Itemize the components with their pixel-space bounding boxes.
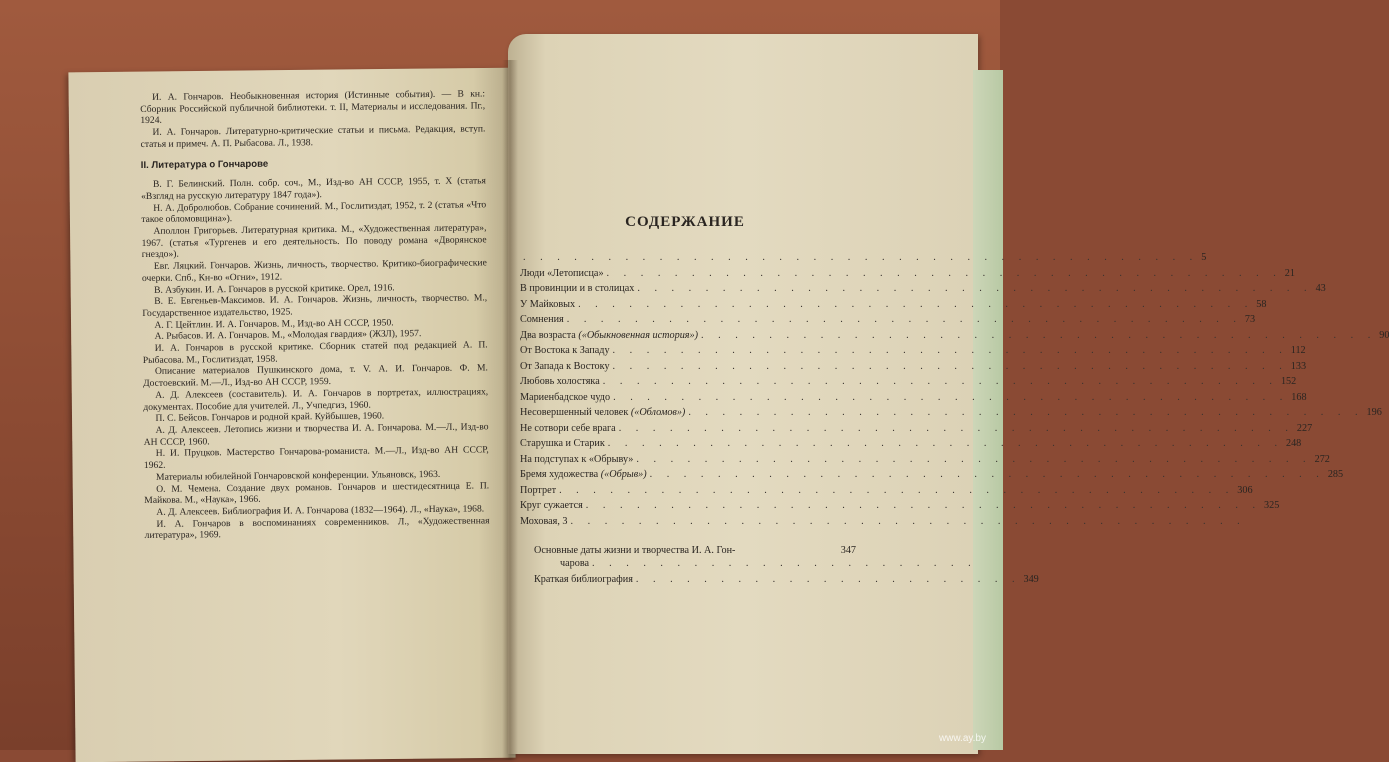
toc-leader: . . . . . . . . . . . . . . . . . . . . . . . . . . . . . . . . . . . . . . . . <box>688 407 1364 418</box>
toc-chapter-title: На подступах к «Обрыву» <box>520 453 634 465</box>
toc-chapter-title: Сомнения <box>520 314 564 325</box>
toc-title: СОДЕРЖАНИЕ <box>625 214 745 230</box>
toc-row <box>520 469 1344 485</box>
toc-row <box>520 407 1382 423</box>
bibliography-entry: В. Е. Евгеньев-Максимов. И. А. Гончаров. Жизнь, личность, творчество. М., Государственное издательство, 1925. <box>142 292 488 319</box>
toc-page-number: 43 <box>1315 283 1326 294</box>
toc-label <box>520 268 604 279</box>
toc-label <box>520 330 698 341</box>
bibliography-entry: Н. А. Добролюбов. Собрание сочинений. М., Гослитиздат, 1952, т. 2 (статья «Что такое обломовщина»). <box>141 199 487 226</box>
toc-page-number: 133 <box>1290 360 1307 372</box>
toc-label <box>520 376 600 387</box>
bibliography-entry: П. С. Бейсов. Гончаров и родной край. Куйбышев, 1960. <box>155 410 385 425</box>
toc-page-number: 21 <box>1284 267 1295 279</box>
toc-leader: . . . . . . . . . . . . . . . . . . . . . . . <box>635 573 1021 585</box>
toc-row <box>520 360 1307 377</box>
toc-gap <box>520 531 856 545</box>
toc-page-number: 168 <box>1291 391 1307 403</box>
toc-chapter-title: Несовершенный человек <box>520 407 631 418</box>
toc-row <box>520 515 1246 532</box>
bibliography-entry: А. Рыбасов. И. А. Гончаров. М., «Молодая гвардия» (ЖЗЛ), 1957. <box>154 328 422 343</box>
toc-label <box>520 516 568 527</box>
bibliography-entry: О. М. Чемена. Создание двух романов. Гончаров и шестидесятница Е. П. Майкова. М., «Наука», 1966. <box>144 479 490 507</box>
toc-leader: . . . . . . . . . . . . . . . . . . . . . . . . . . . . . . . . . . . . . . . . <box>585 500 1261 511</box>
toc-label: Краткая библиография <box>534 573 633 585</box>
toc-page-number: 152 <box>1280 376 1297 387</box>
toc-row <box>520 283 1326 299</box>
toc-label <box>520 283 634 294</box>
toc-page-number: 227 <box>1296 422 1313 434</box>
toc-leader: . . . . . . . . . . . . . . . . . . . . . . . . . . . . . . . . . . . . . . . . <box>612 345 1288 356</box>
watermark: www.ay.by <box>938 733 986 744</box>
toc-page-number: 325 <box>1264 500 1280 511</box>
toc-row <box>520 545 856 558</box>
toc-row <box>520 298 1267 315</box>
toc-leader: . . . . . . . . . . . . . . . . . . . . . . . . . . . . . . . . . . . . . . . . <box>618 422 1294 434</box>
toc-leader: . . . . . . . . . . . . . . . . . . . . . . . <box>592 558 977 569</box>
toc-chapter-title: В провинции и в столицах <box>520 283 635 294</box>
toc-row <box>520 329 1389 346</box>
bibliography-entry: Евг. Ляцкий. Гончаров. Жизнь, личность, творчество. Критико-биографические очерки. Спб., Кн-во «Огни», 1912. <box>141 257 487 284</box>
toc-row <box>520 453 1330 470</box>
toc-leader: . . . . . . . . . . . . . . . . . . . . . . . . . . . . . . . . . . . . . . . . <box>607 438 1283 449</box>
bibliography-entry: Материалы юбилейной Гончаровской конференции. Ульяновск, 1963. <box>155 468 441 483</box>
toc-label <box>520 314 564 325</box>
toc-row <box>520 438 1302 454</box>
toc-row <box>520 422 1313 439</box>
bibliography-entry: В. Г. Белинский. Полн. собр. соч., М., Изд-во АН СССР, 1955, т. X (статья «Взгляд на русскую литературу 1847 года»). <box>141 175 487 202</box>
toc-chapter-title: Портрет <box>520 484 557 496</box>
bibliography-entry: И. А. Гончаров в воспоминаниях современников. Л., «Художественная литература», 1969. <box>144 514 490 542</box>
toc-row <box>520 345 1306 361</box>
bibliography-entry: Описание материалов Пушкинского дома, т. V. А. И. Гончаров. Ф. М. Достоевский. М.—Л., Изд-во АН СССР, 1959. <box>142 362 488 390</box>
bibliography-list <box>141 176 490 542</box>
toc-label <box>520 454 633 465</box>
toc-leader: . . . . . . . . . . . . . . . . . . . . . . . . . . . . . . . . . . . . . . . . <box>566 314 1242 325</box>
toc-chapter-title: От Запада к Востоку <box>520 360 610 372</box>
toc-page-number: 272 <box>1314 453 1330 465</box>
toc-page-number: 58 <box>1256 298 1267 310</box>
toc-label <box>520 423 616 434</box>
toc-chapter-title: Люди «Летописца» <box>520 267 604 279</box>
toc-label: Основные даты жизни и творчества И. А. Гон- <box>534 545 736 556</box>
toc-page-number: 196 <box>1366 407 1382 418</box>
toc-leader: . . . . . . . . . . . . . . . . . . . . . . . . . . . . . . . . . . . . . . . . <box>559 484 1235 496</box>
toc-chapter-title: У Майковых <box>520 298 576 310</box>
toc-row <box>520 252 1207 268</box>
toc-leader: . . . . . . . . . . . . . . . . . . . . . . . . . . . . . . . . . . . . . . . . <box>606 267 1282 279</box>
toc-leader: . . . . . . . . . . . . . . . . . . . . . . . . . . . . . . . . . . . . . . . . <box>649 469 1325 480</box>
book-gutter <box>502 60 518 760</box>
toc-chapter-title: Старушка и Старик <box>520 438 605 449</box>
toc-chapter-title: Бремя художества <box>520 469 601 480</box>
bibliography-entry: А. Д. Алексеев. Библиография И. А. Гончарова (1832—1964). Л., «Наука», 1968. <box>156 503 485 518</box>
bibliography-entry: И. А. Гончаров. Необыкновенная история (Истинные события). — В кн.: Сборник Российской публичной библиотеки. т. II, Материалы и исследования. Пг., 1924. <box>140 88 486 127</box>
toc-chapter-subtitle: («Обрыв») <box>600 469 647 480</box>
toc-row-continuation <box>520 558 977 574</box>
toc-row <box>520 573 1039 590</box>
toc-row <box>520 314 1256 330</box>
toc-label <box>520 361 610 372</box>
toc-page-number: 73 <box>1244 314 1256 325</box>
bibliography-entry: И. А. Гончаров в русской критике. Сборник статей под редакцией А. П. Рыбасова. М., Гослитиздат, 1958. <box>142 339 488 366</box>
toc-label: чарова <box>560 558 590 569</box>
toc-leader: . . . . . . . . . . . . . . . . . . . . . . . . . . . . . . . . . . . . . . . . <box>602 376 1278 387</box>
toc-chapter-title: Любовь холостяка <box>520 376 600 387</box>
toc-label <box>520 500 583 511</box>
toc-leader: . . . . . . . . . . . . . . . . . . . . . . . . . . . . . . . . . . . . . . . . <box>523 252 1199 263</box>
toc-page-number: 349 <box>1023 573 1039 585</box>
toc-label <box>520 407 685 418</box>
bibliography-entry: Н. И. Пруцков. Мастерство Гончарова-романиста. М.—Л., Изд-во АН СССР, 1962. <box>143 444 489 472</box>
toc-leader: . . . . . . . . . . . . . . . . . . . . . . . . . . . . . . . . . . . . . . . . <box>570 515 1246 527</box>
bibliography-entry: И. А. Гончаров. Литературно-критические статьи и письма. Редакция, вступ. статья и примеч. А. П. Рыбасова. Л., 1938. <box>140 123 486 150</box>
toc-label <box>520 438 605 449</box>
section-heading: II. Литература о Гончарове <box>140 158 269 171</box>
toc-label <box>520 345 610 356</box>
toc-row <box>520 267 1295 284</box>
toc-page-number: 306 <box>1237 484 1253 496</box>
toc-chapter-title: Не сотвори себе врага <box>520 422 616 434</box>
toc-leader: . . . . . . . . . . . . . . . . . . . . . . . . . . . . . . . . . . . . . . . . <box>637 283 1313 294</box>
toc-row <box>520 484 1253 501</box>
bibliography-entry: В. Азбукин. И. А. Гончаров в русской критике. Орел, 1916. <box>154 281 395 296</box>
toc-page-number: 248 <box>1285 438 1302 449</box>
toc-chapter-subtitle: («Обломов») <box>630 407 686 418</box>
bibliography-entry: Аполлон Григорьев. Литературная критика. М., «Художественная литература», 1967. (статья «Тургенев и его деятельность. По поводу романа «Дворянское гнездо»). <box>141 222 487 261</box>
toc-chapter-title: Круг сужается <box>520 500 583 511</box>
toc-leader: . . . . . . . . . . . . . . . . . . . . . . . . . . . . . . . . . . . . . . . . <box>578 298 1254 310</box>
bibliography-text <box>140 88 490 542</box>
toc-chapter-title: От Востока к Западу <box>520 345 610 356</box>
toc-page-number: 347 <box>840 545 856 556</box>
toc-leader: . . . . . . . . . . . . . . . . . . . . . . . . . . . . . . . . . . . . . . . . <box>613 391 1289 403</box>
toc-page-number: 90 <box>1379 329 1389 341</box>
toc-leader: . . . . . . . . . . . . . . . . . . . . . . . . . . . . . . . . . . . . . . . . <box>701 329 1377 341</box>
bibliography-entry: А. Г. Цейтлин. И. А. Гончаров. М., Изд-во АН СССР, 1950. <box>154 317 394 331</box>
toc-label <box>520 299 575 310</box>
toc-chapter-title: Моховая, 3 <box>520 515 568 527</box>
toc-chapter-title: Два возраста <box>520 329 579 341</box>
toc-label <box>520 469 647 480</box>
toc-main-list <box>520 252 1389 531</box>
toc-leader: . . . . . . . . . . . . . . . . . . . . . . . . . . . . . . . . . . . . . . . . <box>612 360 1288 372</box>
toc-page-number: 5 <box>1201 252 1207 263</box>
toc-row <box>520 500 1280 516</box>
toc-leader: . . . . . . . . . . . . . . . . . . . . . . . . . . . . . . . . . . . . . . . . <box>636 453 1312 465</box>
table-of-contents <box>520 252 1389 589</box>
toc-chapter-title: Мариенбадское чудо <box>520 391 611 403</box>
toc-page-number: 285 <box>1327 469 1344 480</box>
bibliography-entry: А. Д. Алексеев. Летопись жизни и творчества И. А. Гончарова. М.—Л., Изд-во АН СССР, 1960. <box>143 421 489 448</box>
toc-label <box>520 485 556 496</box>
toc-row <box>520 376 1297 392</box>
toc-row <box>520 391 1307 408</box>
bibliography-entry: А. Д. Алексеев (составитель). И. А. Гончаров в портретах, иллюстрациях, документах. Пособие для учителей. Л., Учпедгиз, 1960. <box>143 386 489 413</box>
toc-label <box>520 392 610 403</box>
toc-page-number: 112 <box>1290 345 1306 356</box>
toc-chapter-subtitle: («Обыкновенная история») <box>578 329 699 341</box>
